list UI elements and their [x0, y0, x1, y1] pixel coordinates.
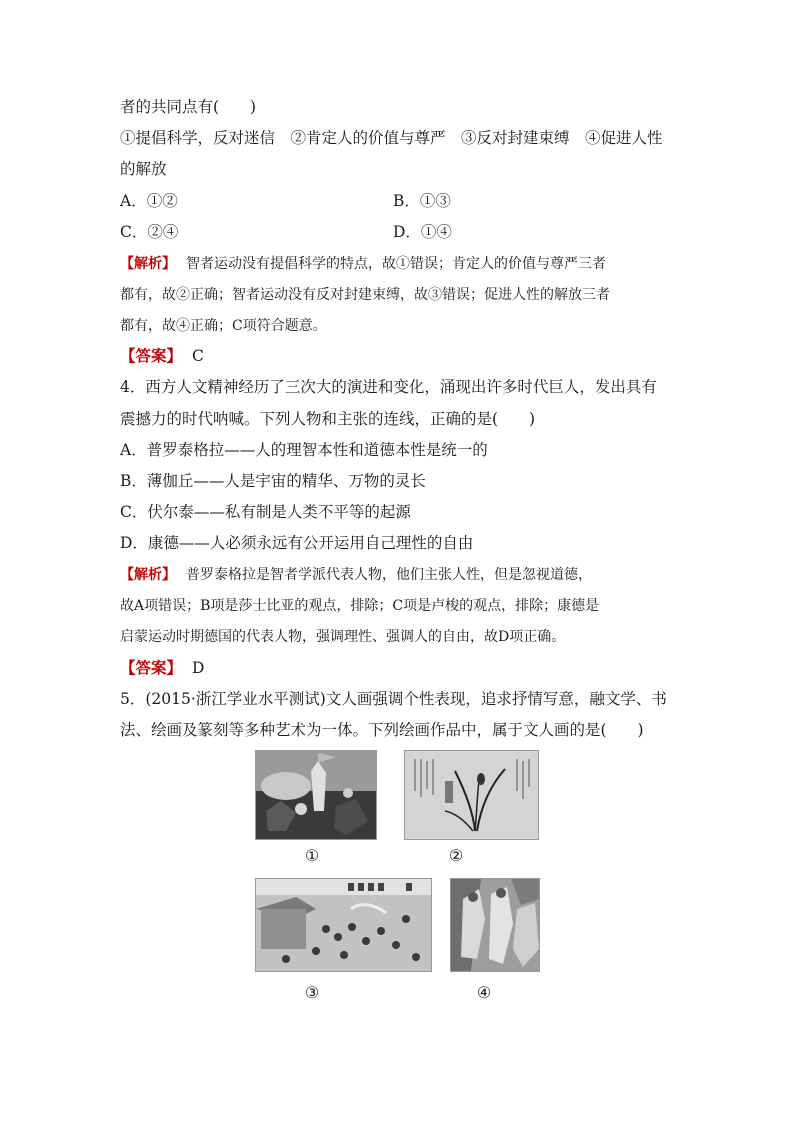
figure-label-3: ③ [304, 983, 320, 1002]
answer-tag: 【答案】 [120, 346, 183, 365]
q3-answer [120, 345, 204, 367]
q4-analysis-line1 [120, 564, 592, 586]
q3-option-a: A．①② [120, 192, 178, 210]
q4-analysis-line2: 故A项错误；B项是莎士比亚的观点，排除；C项是卢梭的观点，排除；康德是 [120, 598, 600, 614]
q3-items-line1: ①提倡科学，反对迷信 ②肯定人的价值与尊严 ③反对封建束缚 ④促进人性 [120, 129, 663, 147]
painting-4-image [450, 878, 540, 972]
q3-analysis-line1 [120, 253, 606, 275]
q4-option-c: C．伏尔泰——私有制是人类不平等的起源 [120, 503, 411, 521]
q3-items-line2: 的解放 [120, 160, 167, 178]
analysis-text: 智者运动没有提倡科学的特点，故①错误；肯定人的价值与尊严三者 [186, 256, 606, 272]
q4-option-d: D．康德——人必须永远有公开运用自己理性的自由 [120, 534, 474, 552]
q5-stem-line2: 法、绘画及篆刻等多种艺术为一体。下列绘画作品中，属于文人画的是( ) [120, 721, 644, 739]
q3-analysis-line2: 都有，故②正确；智者运动没有反对封建束缚，故③错误；促进人性的解放三者 [120, 287, 610, 303]
q3-option-b: B．①③ [393, 192, 451, 210]
painting-3-image [255, 878, 432, 972]
q3-stem-tail: 者的共同点有( ) [120, 98, 257, 116]
painting-2-image [404, 750, 539, 840]
figure-label-2: ② [448, 846, 464, 865]
q5-stem-line1: 5．(2015·浙江学业水平测试)文人画强调个性表现，追求抒情写意，融文学、书 [120, 690, 667, 708]
q4-option-b: B．薄伽丘——人是宇宙的精华、万物的灵长 [120, 472, 426, 490]
figure-label-4: ④ [476, 983, 492, 1002]
analysis-tag: 【解析】 [120, 256, 176, 272]
answer-value: D [192, 659, 205, 677]
q4-answer [120, 657, 204, 679]
analysis-text: 普罗泰格拉是智者学派代表人物，他们主张人性，但是忽视道德， [186, 567, 592, 583]
figure-label-1: ① [304, 846, 320, 865]
painting-1-image [255, 750, 377, 840]
q4-stem-line2: 震撼力的时代呐喊。下列人物和主张的连线，正确的是( ) [120, 410, 536, 428]
q4-analysis-line3: 启蒙运动时期德国的代表人物，强调理性、强调人的自由，故D项正确。 [120, 629, 566, 645]
q3-option-c: C．②④ [120, 223, 179, 241]
q3-option-d: D．①④ [393, 223, 452, 241]
answer-tag: 【答案】 [120, 658, 183, 677]
answer-value: C [192, 347, 204, 365]
q3-analysis-line3: 都有，故④正确；C项符合题意。 [120, 318, 327, 334]
analysis-tag: 【解析】 [120, 567, 176, 583]
q4-option-a: A．普罗泰格拉——人的理智本性和道德本性是统一的 [120, 441, 488, 459]
q4-stem-line1: 4．西方人文精神经历了三次大的演进和变化，涌现出许多时代巨人，发出具有 [120, 378, 657, 396]
